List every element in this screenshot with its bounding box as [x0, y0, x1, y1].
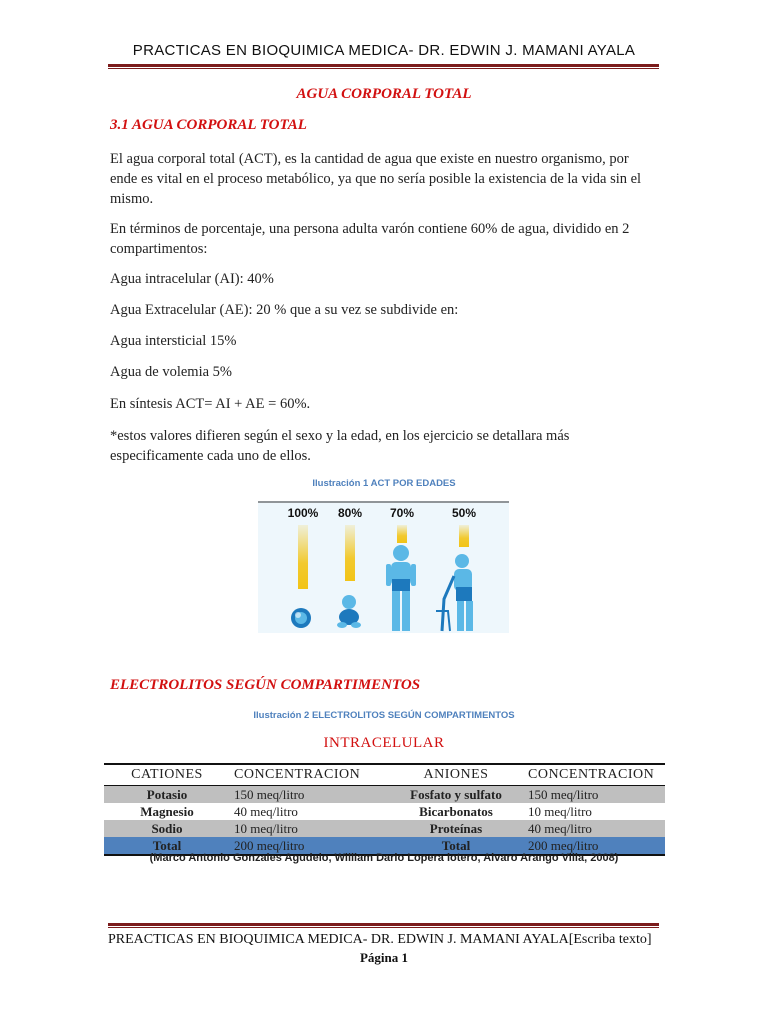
page-header: PRACTICAS EN BIOQUIMICA MEDICA- DR. EDWIN J. MAMANI AYALA	[132, 42, 636, 59]
label-80: 80%	[337, 506, 363, 520]
water-bar-infant	[345, 525, 355, 581]
header-cationes: CATIONES	[104, 764, 230, 786]
label-100: 100%	[287, 506, 319, 520]
illustration1-caption: Ilustración 1 ACT POR EDADES	[312, 478, 456, 489]
illustration2-caption: Ilustración 2 ELECTROLITOS SEGÚN COMPARTIMENTOS	[253, 710, 515, 721]
table-row	[104, 786, 665, 804]
table-cell: Magnesio	[104, 803, 230, 820]
paragraph-ae: Agua Extracelular (AE): 20 % que a su vez se subdivide en:	[110, 302, 459, 318]
section-title-act: 3.1 AGUA CORPORAL TOTAL	[110, 117, 307, 133]
table-cell: Potasio	[104, 786, 230, 804]
table-row	[104, 803, 665, 820]
table-cell: Fosfato y sulfato	[388, 786, 524, 804]
label-50: 50%	[451, 506, 477, 520]
electrolytes-table	[104, 763, 665, 856]
footer-text: PREACTICAS EN BIOQUIMICA MEDICA- DR. EDWIN J. MAMANI AYALA[Escriba texto]	[108, 932, 652, 947]
table-cell: Total	[388, 837, 524, 855]
table-cell: 40 meq/litro	[230, 803, 388, 820]
table-cell: 150 meq/litro	[524, 786, 665, 804]
table-cell: 200 meq/litro	[230, 837, 388, 855]
paragraph-percentage: En términos de porcentaje, una persona adulta varón contiene 60% de agua, dividido en 2 compartimentos:	[110, 221, 630, 257]
page-number: Página 1	[359, 950, 409, 965]
footer-rule	[108, 923, 659, 926]
water-bar-newborn	[298, 525, 308, 589]
paragraph-volemia: Agua de volemia 5%	[110, 364, 233, 380]
paragraph-intersticial: Agua intersticial 15%	[110, 333, 237, 349]
table-row	[104, 820, 665, 837]
table-cell: Sodio	[104, 820, 230, 837]
table-cell: Proteínas	[388, 820, 524, 837]
header-concentracion-2: CONCENTRACION	[524, 764, 665, 786]
table-cell: Bicarbonatos	[388, 803, 524, 820]
table-cell: 150 meq/litro	[230, 786, 388, 804]
header-rule	[108, 64, 659, 67]
header-rule-thin	[108, 68, 659, 69]
water-bar-elder	[459, 525, 469, 547]
table-cell: 10 meq/litro	[524, 803, 665, 820]
citation: (Marco Antonio Gonzales Agudelo, William Dario Lopera lotero, Alvaro Arango Villa, 2008)	[149, 852, 619, 864]
table-cell: 40 meq/litro	[524, 820, 665, 837]
table-cell: 10 meq/litro	[230, 820, 388, 837]
act-by-age-illustration	[258, 501, 509, 633]
table-header-row	[104, 764, 665, 786]
header-aniones: ANIONES	[388, 764, 524, 786]
main-title: AGUA CORPORAL TOTAL	[296, 86, 472, 102]
paragraph-ai: Agua intracelular (AI): 40%	[110, 271, 274, 287]
header-concentracion-1: CONCENTRACION	[230, 764, 388, 786]
table-cell: 200 meq/litro	[524, 837, 665, 855]
paragraph-note: *estos valores difieren según el sexo y la edad, en los ejercicio se detallara más especificamente cada uno de ellos.	[110, 428, 570, 464]
paragraph-sintesis: En síntesis ACT= AI + AE = 60%.	[110, 396, 311, 412]
footer-rule-thin	[108, 927, 659, 928]
section-title-electrolitos: ELECTROLITOS SEGÚN COMPARTIMENTOS	[110, 677, 421, 693]
table-cell: Total	[104, 837, 230, 855]
label-70: 70%	[389, 506, 415, 520]
newborn-figure-icon	[291, 608, 311, 628]
table-subtitle: INTRACELULAR	[323, 735, 445, 751]
water-bar-adult	[397, 525, 407, 543]
paragraph-intro: El agua corporal total (ACT), es la cantidad de agua que existe en nuestro organismo, por ende es vital en el proceso metabólico, ya que no sería posible la existencia de la vida sin el mismo.	[110, 151, 642, 207]
